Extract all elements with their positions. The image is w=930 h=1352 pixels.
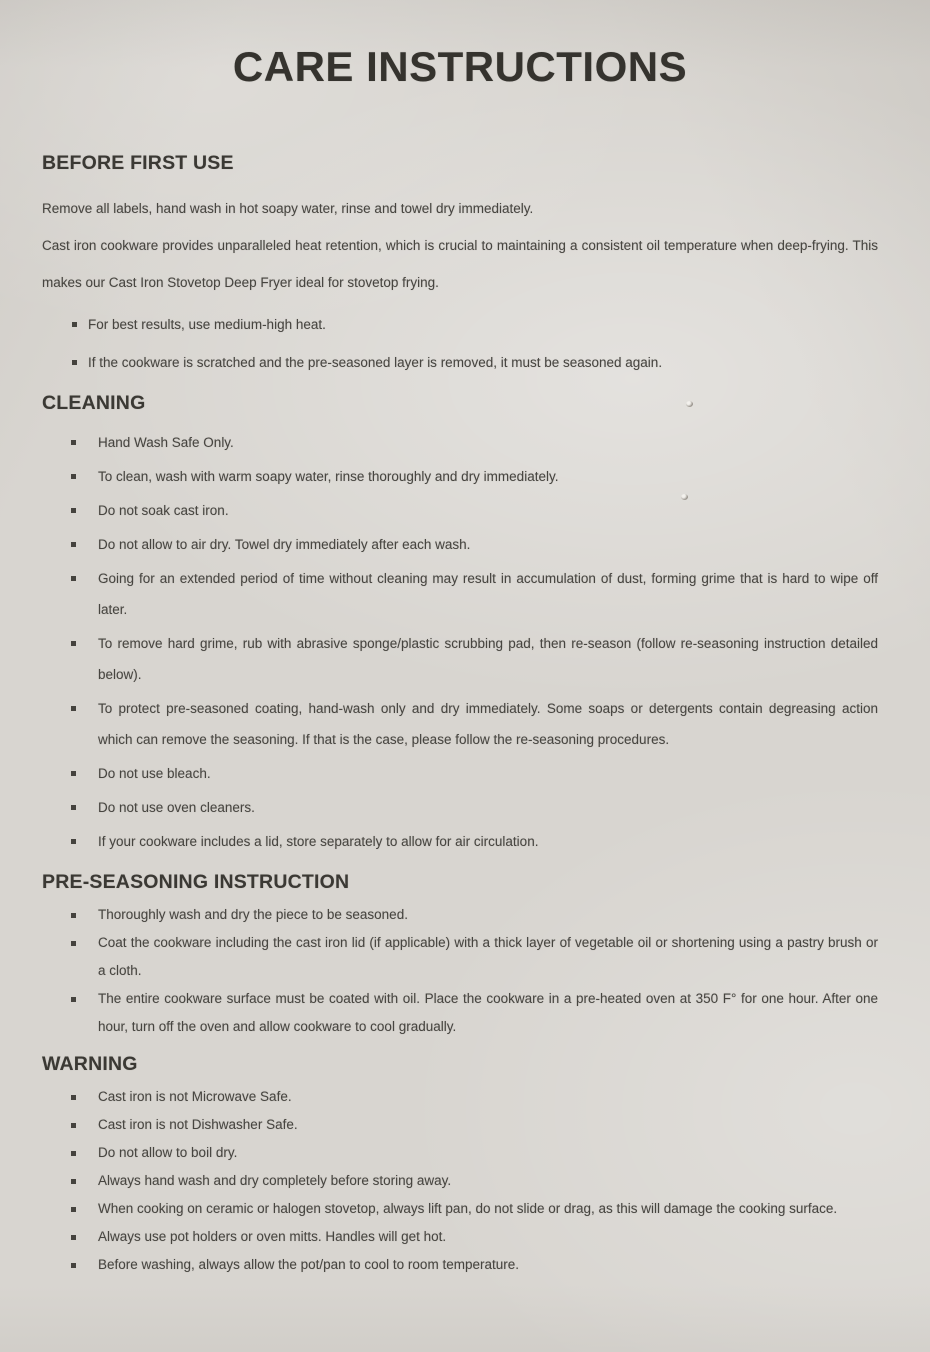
bullet-list <box>42 308 878 379</box>
bullet-item: When cooking on ceramic or halogen stovetop, always lift pan, do not slide or drag, as this will damage the cooking surface. <box>42 1195 878 1223</box>
section-heading: CLEANING <box>42 392 146 414</box>
bullet-item: Do not allow to boil dry. <box>42 1139 878 1167</box>
paragraph: Remove all labels, hand wash in hot soapy water, rinse and towel dry immediately. <box>42 201 534 216</box>
bullet-item: For best results, use medium-high heat. <box>42 308 878 341</box>
bullet-item: The entire cookware surface must be coated with oil. Place the cookware in a pre-heated oven at 350 F° for one hour. After one hour, turn off the oven and allow cookware to cool gradually. <box>42 985 878 1041</box>
section-heading: BEFORE FIRST USE <box>42 152 234 174</box>
document-section <box>42 392 878 857</box>
bullet-item: Thoroughly wash and dry the piece to be seasoned. <box>42 901 878 929</box>
paper-speck <box>686 401 693 407</box>
bullet-item: If your cookware includes a lid, store separately to allow for air circulation. <box>42 826 878 857</box>
bullet-item: Cast iron is not Dishwasher Safe. <box>42 1111 878 1139</box>
bullet-item: Going for an extended period of time without cleaning may result in accumulation of dust, forming grime that is hard to wipe off later. <box>42 563 878 625</box>
bullet-list <box>42 1083 878 1279</box>
bullet-item: To remove hard grime, rub with abrasive sponge/plastic scrubbing pad, then re-season (follow re-seasoning instruction detailed below). <box>42 628 878 690</box>
bullet-item: To clean, wash with warm soapy water, rinse thoroughly and dry immediately. <box>42 461 878 492</box>
bullet-item: Always use pot holders or oven mitts. Handles will get hot. <box>42 1223 878 1251</box>
bullet-item: Do not use bleach. <box>42 758 878 789</box>
bullet-item: Before washing, always allow the pot/pan to cool to room temperature. <box>42 1251 878 1279</box>
section-heading: PRE-SEASONING INSTRUCTION <box>42 871 350 893</box>
bullet-item: Always hand wash and dry completely before storing away. <box>42 1167 878 1195</box>
bullet-item: Do not allow to air dry. Towel dry immediately after each wash. <box>42 529 878 560</box>
bullet-item: Do not use oven cleaners. <box>42 792 878 823</box>
paragraph: Cast iron cookware provides unparalleled heat retention, which is crucial to maintaining a consistent oil temperature when deep-frying. This makes our Cast Iron Stovetop Deep Fryer ideal for stovetop frying. <box>42 238 878 290</box>
bullet-item: If the cookware is scratched and the pre-seasoned layer is removed, it must be seasoned again. <box>42 346 878 379</box>
bullet-item: To protect pre-seasoned coating, hand-wash only and dry immediately. Some soaps or detergents contain degreasing action which can remove the seasoning. If that is the case, please follow the re-seasoning procedures. <box>42 693 878 755</box>
document-section <box>42 152 878 379</box>
bullet-item: Coat the cookware including the cast iron lid (if applicable) with a thick layer of vegetable oil or shortening using a pastry brush or a cloth. <box>42 929 878 985</box>
bullet-list <box>42 901 878 1041</box>
section-heading: WARNING <box>42 1053 138 1075</box>
bullet-item: Do not soak cast iron. <box>42 495 878 526</box>
document-body <box>42 152 878 1279</box>
document-title: CARE INSTRUCTIONS <box>232 43 688 90</box>
document-section <box>42 871 878 1041</box>
bullet-item: Hand Wash Safe Only. <box>42 427 878 458</box>
bullet-item: Cast iron is not Microwave Safe. <box>42 1083 878 1111</box>
section-paragraphs <box>42 190 878 301</box>
document-section <box>42 1053 878 1279</box>
paper-speck <box>681 494 688 500</box>
bullet-list <box>42 427 878 857</box>
